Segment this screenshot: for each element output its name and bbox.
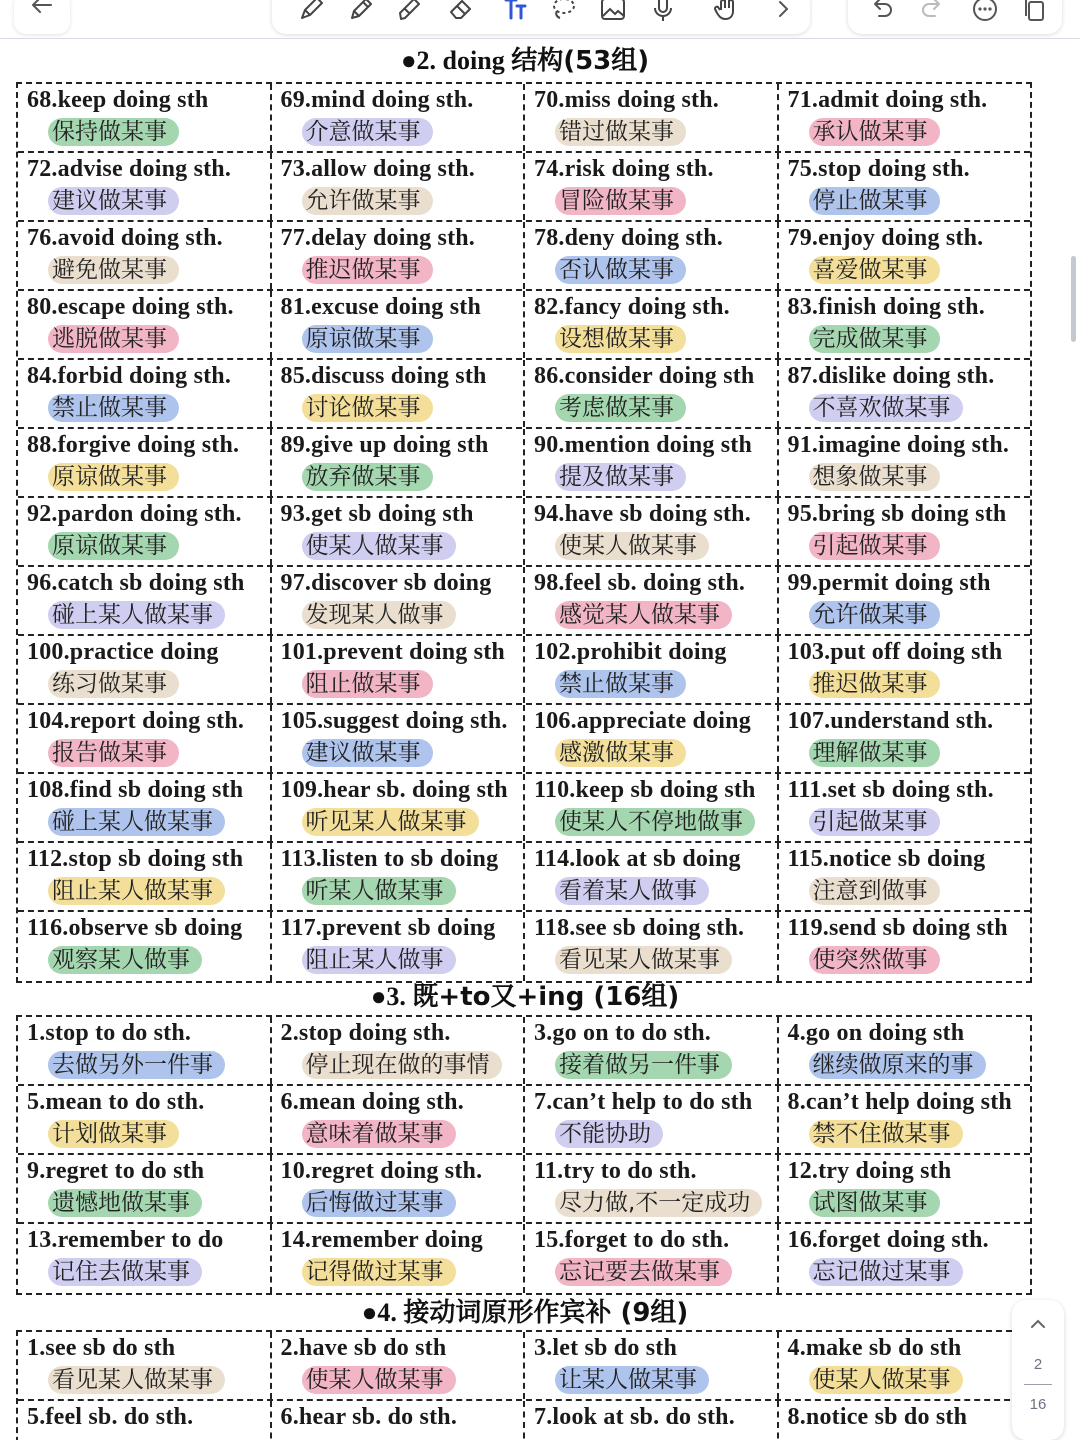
phrase-cell	[525, 636, 779, 703]
english-phrase: 73.allow doing sth.	[280, 156, 476, 182]
english-phrase: 96.catch sb doing sth	[27, 570, 245, 596]
english-phrase: 14.remember doing	[280, 1227, 483, 1253]
english-phrase: 88.forgive doing sth.	[27, 432, 240, 458]
english-phrase: 97.discover sb doing	[280, 570, 492, 596]
phrase-cell	[18, 1401, 272, 1440]
chinese-meaning: 意味着做某事	[302, 1120, 456, 1148]
english-phrase: 71.admit doing sth.	[787, 87, 988, 113]
heading-text: ●3.	[370, 982, 413, 1011]
phrase-cell	[272, 429, 526, 496]
phrase-cell	[525, 291, 779, 358]
chinese-meaning: 建议做某事	[302, 739, 433, 767]
chinese-meaning: 建议做某事	[48, 187, 179, 215]
english-phrase: 74.risk doing sth.	[534, 156, 714, 182]
chinese-meaning: 引起做某事	[809, 532, 940, 560]
phrase-cell	[272, 705, 526, 772]
english-phrase: 4.make sb do sth	[787, 1335, 962, 1361]
english-phrase: 110.keep sb doing sth	[534, 777, 756, 803]
table-row	[18, 1017, 1030, 1086]
highlighter-icon[interactable]	[396, 0, 426, 24]
english-phrase: 89.give up doing sth	[280, 432, 489, 458]
english-phrase: 109.hear sb. doing sth	[280, 777, 508, 803]
hand-icon[interactable]	[712, 0, 742, 24]
english-phrase: 92.pardon doing sth.	[27, 501, 242, 527]
chinese-meaning: 阻止某人做事	[302, 946, 456, 974]
phrase-cell	[525, 222, 779, 289]
chinese-meaning: 原谅做某事	[48, 532, 179, 560]
english-phrase: 98.feel sb. doing sth.	[534, 570, 746, 596]
phrase-cell	[272, 1224, 526, 1293]
chinese-meaning: 讨论做某事	[302, 394, 433, 422]
phrase-cell	[525, 1155, 779, 1222]
english-phrase: 72.advise doing sth.	[27, 156, 232, 182]
phrase-cell	[18, 774, 272, 841]
chinese-meaning: 避免做某事	[48, 256, 179, 284]
chinese-meaning: 让某人做某事	[555, 1366, 709, 1394]
phrase-cell	[272, 774, 526, 841]
english-phrase: 105.suggest doing sth.	[280, 708, 508, 734]
chinese-meaning: 禁不住做某事	[809, 1120, 963, 1148]
phrase-cell	[18, 84, 272, 151]
english-phrase: 75.stop doing sth.	[787, 156, 970, 182]
chinese-meaning: 停止做某事	[809, 187, 940, 215]
phrase-cell	[272, 498, 526, 565]
phrase-cell	[272, 222, 526, 289]
phrase-cell	[272, 1155, 526, 1222]
chinese-meaning: 试图做某事	[809, 1189, 940, 1217]
english-phrase: 2.have sb do sth	[280, 1335, 447, 1361]
english-phrase: 78.deny doing sth.	[534, 225, 723, 251]
chinese-meaning: 否认做某事	[555, 256, 686, 284]
english-phrase: 13.remember to do	[27, 1227, 224, 1253]
english-phrase: 79.enjoy doing sth.	[787, 225, 984, 251]
table-row	[18, 1332, 1030, 1401]
phrase-cell	[18, 1017, 272, 1084]
table-row	[18, 498, 1030, 567]
heading-zh-text: 结构(53组)	[511, 46, 650, 76]
english-phrase: 103.put off doing sth	[787, 639, 1003, 665]
copy-icon[interactable]	[1020, 0, 1050, 24]
chinese-meaning: 禁止做某事	[555, 670, 686, 698]
phrase-cell	[18, 360, 272, 427]
phrase-cell	[525, 1086, 779, 1153]
phrase-cell	[525, 1401, 779, 1440]
phrase-cell	[18, 498, 272, 565]
chinese-meaning: 喜爱做某事	[809, 256, 940, 284]
phrase-cell	[272, 1401, 526, 1440]
phrase-cell	[525, 774, 779, 841]
english-phrase: 8.notice sb do sth	[787, 1404, 968, 1430]
table-row	[18, 1401, 1030, 1440]
phrase-cell	[779, 153, 1031, 220]
english-phrase: 9.regret to do sth	[27, 1158, 205, 1184]
english-phrase: 2.stop doing sth.	[280, 1020, 451, 1046]
phrase-cell	[525, 153, 779, 220]
chinese-meaning: 接着做另一件事	[555, 1051, 732, 1079]
english-phrase: 95.bring sb doing sth	[787, 501, 1007, 527]
english-phrase: 1.stop to do sth.	[27, 1020, 192, 1046]
english-phrase: 5.feel sb. do sth.	[27, 1404, 194, 1430]
phrase-cell	[779, 705, 1031, 772]
phrase-cell	[779, 84, 1031, 151]
phrase-cell	[18, 705, 272, 772]
phrase-cell	[779, 774, 1031, 841]
page-indicator[interactable]	[1012, 1300, 1064, 1440]
english-phrase: 5.mean to do sth.	[27, 1089, 205, 1115]
phrase-cell	[18, 567, 272, 634]
phrase-cell	[272, 843, 526, 910]
heading-text: ●2. doing	[400, 46, 512, 75]
chinese-meaning: 推迟做某事	[809, 670, 940, 698]
phrase-cell	[525, 360, 779, 427]
phrase-cell	[272, 153, 526, 220]
toolbar-divider	[0, 38, 1080, 39]
chinese-meaning: 记得做过某事	[302, 1258, 456, 1286]
phrase-cell	[779, 360, 1031, 427]
phrase-cell	[525, 705, 779, 772]
chinese-meaning: 听见某人做某事	[302, 808, 479, 836]
section-heading-4	[0, 1296, 1050, 1330]
english-phrase: 87.dislike doing sth.	[787, 363, 995, 389]
heading-text: ●4.	[361, 1298, 404, 1327]
phrase-cell	[272, 567, 526, 634]
phrase-cell	[525, 1017, 779, 1084]
english-phrase: 81.excuse doing sth	[280, 294, 481, 320]
english-phrase: 85.discuss doing sth	[280, 363, 487, 389]
phrase-cell	[525, 912, 779, 981]
phrase-cell	[272, 1332, 526, 1399]
english-phrase: 86.consider doing sth	[534, 363, 755, 389]
chinese-meaning: 介意做某事	[302, 118, 433, 146]
table-row	[18, 153, 1030, 222]
phrase-cell	[779, 1401, 1031, 1440]
chinese-meaning: 碰上某人做某事	[48, 808, 225, 836]
chinese-meaning: 逃脱做某事	[48, 325, 179, 353]
english-phrase: 1.see sb do sth	[27, 1335, 176, 1361]
more-icon[interactable]	[970, 0, 1000, 24]
english-phrase: 15.forget to do sth.	[534, 1227, 730, 1253]
english-phrase: 94.have sb doing sth.	[534, 501, 751, 527]
phrase-cell	[272, 291, 526, 358]
phrase-cell	[779, 498, 1031, 565]
chinese-meaning: 保持做某事	[48, 118, 179, 146]
table-row	[18, 705, 1030, 774]
english-phrase: 3.let sb do sth	[534, 1335, 678, 1361]
chinese-meaning: 使某人不停地做事	[555, 808, 755, 836]
chinese-meaning: 使突然做事	[809, 946, 940, 974]
phrase-cell	[779, 1332, 1031, 1399]
action-tools	[848, 0, 1062, 34]
phrase-grid-doing	[16, 82, 1032, 983]
top-toolbar	[0, 0, 1080, 40]
phrase-cell	[18, 1332, 272, 1399]
back-button[interactable]	[14, 0, 70, 34]
english-phrase: 117.prevent sb doing	[280, 915, 496, 941]
english-phrase: 76.avoid doing sth.	[27, 225, 223, 251]
english-phrase: 84.forbid doing sth.	[27, 363, 232, 389]
page-divider	[1024, 1384, 1052, 1385]
english-phrase: 91.imagine doing sth.	[787, 432, 1010, 458]
english-phrase: 6.hear sb. do sth.	[280, 1404, 458, 1430]
chinese-meaning: 尽力做,不一定成功	[555, 1189, 762, 1217]
chinese-meaning: 碰上某人做某事	[48, 601, 225, 629]
phrase-cell	[779, 1224, 1031, 1293]
table-row	[18, 84, 1030, 153]
pencil-icon[interactable]	[346, 0, 376, 24]
section-heading-3	[0, 980, 1050, 1014]
english-phrase: 83.finish doing sth.	[787, 294, 985, 320]
table-row	[18, 912, 1030, 981]
chinese-meaning: 发现某人做事	[302, 601, 456, 629]
english-phrase: 116.observe sb doing	[27, 915, 243, 941]
phrase-cell	[18, 429, 272, 496]
drawing-tools	[272, 0, 810, 34]
table-row	[18, 429, 1030, 498]
english-phrase: 115.notice sb doing	[787, 846, 986, 872]
total-pages: 16	[1029, 1396, 1047, 1413]
chinese-meaning: 冒险做某事	[555, 187, 686, 215]
phrase-cell	[525, 1332, 779, 1399]
chinese-meaning: 使某人做某事	[302, 1366, 456, 1394]
scrollbar[interactable]	[1071, 256, 1076, 342]
english-phrase: 106.appreciate doing	[534, 708, 751, 734]
pen-icon[interactable]	[296, 0, 326, 24]
chinese-meaning: 允许做某事	[302, 187, 433, 215]
chevron-right-icon[interactable]	[768, 0, 798, 24]
english-phrase: 102.prohibit doing	[534, 639, 727, 665]
chinese-meaning: 去做另外一件事	[48, 1051, 225, 1079]
phrase-cell	[18, 1086, 272, 1153]
table-row	[18, 1086, 1030, 1155]
chinese-meaning: 听某人做某事	[302, 877, 456, 905]
phrase-cell	[779, 1017, 1031, 1084]
chinese-meaning: 看着某人做事	[555, 877, 709, 905]
english-phrase: 10.regret doing sth.	[280, 1158, 483, 1184]
arrow-left-icon	[27, 0, 57, 20]
image-icon[interactable]	[598, 0, 628, 24]
chinese-meaning: 考虑做某事	[555, 394, 686, 422]
english-phrase: 118.see sb doing sth.	[534, 915, 745, 941]
english-phrase: 111.set sb doing sth.	[787, 777, 994, 803]
text-tool-icon[interactable]	[498, 0, 528, 24]
chinese-meaning: 禁止做某事	[48, 394, 179, 422]
english-phrase: 8.can’t help doing sth	[787, 1089, 1012, 1115]
table-row	[18, 774, 1030, 843]
phrase-cell	[272, 912, 526, 981]
phrase-cell	[18, 1155, 272, 1222]
phrase-cell	[272, 1086, 526, 1153]
chinese-meaning: 完成做某事	[809, 325, 940, 353]
phrase-cell	[18, 912, 272, 981]
english-phrase: 108.find sb doing sth	[27, 777, 244, 803]
english-phrase: 80.escape doing sth.	[27, 294, 234, 320]
chinese-meaning: 感觉某人做某事	[555, 601, 732, 629]
english-phrase: 12.try doing sth	[787, 1158, 952, 1184]
phrase-cell	[779, 291, 1031, 358]
table-row	[18, 222, 1030, 291]
chinese-meaning: 想象做某事	[809, 463, 940, 491]
chinese-meaning: 原谅做某事	[48, 463, 179, 491]
phrase-cell	[779, 567, 1031, 634]
microphone-icon[interactable]	[648, 0, 678, 24]
phrase-cell	[272, 636, 526, 703]
lasso-icon[interactable]	[548, 0, 578, 24]
phrase-cell	[779, 636, 1031, 703]
phrase-cell	[272, 84, 526, 151]
english-phrase: 119.send sb doing sth	[787, 915, 1008, 941]
english-phrase: 113.listen to sb doing	[280, 846, 499, 872]
heading-zh-text: 既+to又+ing (16组)	[412, 982, 680, 1012]
chinese-meaning: 继续做原来的事	[809, 1051, 986, 1079]
chinese-meaning: 不喜欢做某事	[809, 394, 963, 422]
chinese-meaning: 看见某人做某事	[48, 1366, 225, 1394]
table-row	[18, 291, 1030, 360]
phrase-cell	[779, 843, 1031, 910]
phrase-cell	[18, 222, 272, 289]
phrase-cell	[18, 843, 272, 910]
english-phrase: 70.miss doing sth.	[534, 87, 719, 113]
english-phrase: 93.get sb doing sth	[280, 501, 474, 527]
chinese-meaning: 注意到做事	[809, 877, 940, 905]
chinese-meaning: 引起做某事	[809, 808, 940, 836]
chinese-meaning: 阻止某人做某事	[48, 877, 225, 905]
chevron-up-icon[interactable]	[1028, 1314, 1048, 1334]
phrase-cell	[525, 1224, 779, 1293]
chinese-meaning: 报告做某事	[48, 739, 179, 767]
phrase-cell	[779, 222, 1031, 289]
table-row	[18, 1224, 1030, 1293]
english-phrase: 69.mind doing sth.	[280, 87, 474, 113]
english-phrase: 7.can’t help to do sth	[534, 1089, 753, 1115]
english-phrase: 90.mention doing sth	[534, 432, 753, 458]
table-row	[18, 360, 1030, 429]
chinese-meaning: 停止现在做的事情	[302, 1051, 502, 1079]
chinese-meaning: 原谅做某事	[302, 325, 433, 353]
chinese-meaning: 后悔做过某事	[302, 1189, 456, 1217]
current-page: 2	[1033, 1356, 1043, 1373]
english-phrase: 4.go on doing sth	[787, 1020, 965, 1046]
table-row	[18, 1155, 1030, 1224]
chinese-meaning: 推迟做某事	[302, 256, 433, 284]
english-phrase: 16.forget doing sth.	[787, 1227, 989, 1253]
phrase-cell	[525, 498, 779, 565]
chinese-meaning: 理解做某事	[809, 739, 940, 767]
chinese-meaning: 承认做某事	[809, 118, 940, 146]
chinese-meaning: 错过做某事	[555, 118, 686, 146]
chinese-meaning: 允许做某事	[809, 601, 940, 629]
chinese-meaning: 计划做某事	[48, 1120, 179, 1148]
english-phrase: 101.prevent doing sth	[280, 639, 505, 665]
phrase-cell	[18, 1224, 272, 1293]
phrase-cell	[525, 567, 779, 634]
chinese-meaning: 放弃做某事	[302, 463, 433, 491]
table-row	[18, 636, 1030, 705]
chinese-meaning: 使某人做某事	[809, 1366, 963, 1394]
phrase-grid-bare-infinitive	[16, 1330, 1032, 1440]
chinese-meaning: 使某人做某事	[302, 532, 456, 560]
undo-icon[interactable]	[866, 0, 896, 24]
chinese-meaning: 看见某人做某事	[555, 946, 732, 974]
phrase-cell	[779, 1086, 1031, 1153]
english-phrase: 112.stop sb doing sth	[27, 846, 244, 872]
english-phrase: 82.fancy doing sth.	[534, 294, 730, 320]
english-phrase: 77.delay doing sth.	[280, 225, 476, 251]
phrase-cell	[525, 429, 779, 496]
phrase-cell	[18, 291, 272, 358]
phrase-cell	[779, 1155, 1031, 1222]
heading-zh-text: 接动词原形作宾补 (9组)	[403, 1298, 689, 1328]
phrase-cell	[18, 636, 272, 703]
eraser-icon[interactable]	[446, 0, 476, 24]
chinese-meaning: 观察某人做事	[48, 946, 202, 974]
section-heading-2	[0, 44, 1050, 78]
phrase-cell	[272, 360, 526, 427]
phrase-grid-to-and-ing	[16, 1015, 1032, 1295]
chinese-meaning: 阻止做某事	[302, 670, 433, 698]
phrase-cell	[525, 843, 779, 910]
english-phrase: 99.permit doing sth	[787, 570, 991, 596]
english-phrase: 104.report doing sth.	[27, 708, 245, 734]
english-phrase: 107.understand sth.	[787, 708, 994, 734]
phrase-cell	[525, 84, 779, 151]
phrase-cell	[779, 429, 1031, 496]
english-phrase: 11.try to do sth.	[534, 1158, 697, 1184]
chinese-meaning: 使某人做某事	[555, 532, 709, 560]
phrase-cell	[18, 153, 272, 220]
chinese-meaning: 提及做某事	[555, 463, 686, 491]
chinese-meaning: 设想做某事	[555, 325, 686, 353]
english-phrase: 3.go on to do sth.	[534, 1020, 711, 1046]
redo-icon[interactable]	[918, 0, 948, 24]
chinese-meaning: 记住去做某事	[48, 1258, 202, 1286]
english-phrase: 7.look at sb. do sth.	[534, 1404, 735, 1430]
chinese-meaning: 感激做某事	[555, 739, 686, 767]
english-phrase: 114.look at sb doing	[534, 846, 741, 872]
chinese-meaning: 不能协助	[555, 1120, 663, 1148]
phrase-cell	[272, 1017, 526, 1084]
table-row	[18, 567, 1030, 636]
english-phrase: 100.practice doing	[27, 639, 219, 665]
english-phrase: 68.keep doing sth	[27, 87, 209, 113]
english-phrase: 6.mean doing sth.	[280, 1089, 464, 1115]
chinese-meaning: 练习做某事	[48, 670, 179, 698]
table-row	[18, 843, 1030, 912]
phrase-cell	[779, 912, 1031, 981]
chinese-meaning: 忘记要去做某事	[555, 1258, 732, 1286]
chinese-meaning: 遗憾地做某事	[48, 1189, 202, 1217]
chinese-meaning: 忘记做过某事	[809, 1258, 963, 1286]
